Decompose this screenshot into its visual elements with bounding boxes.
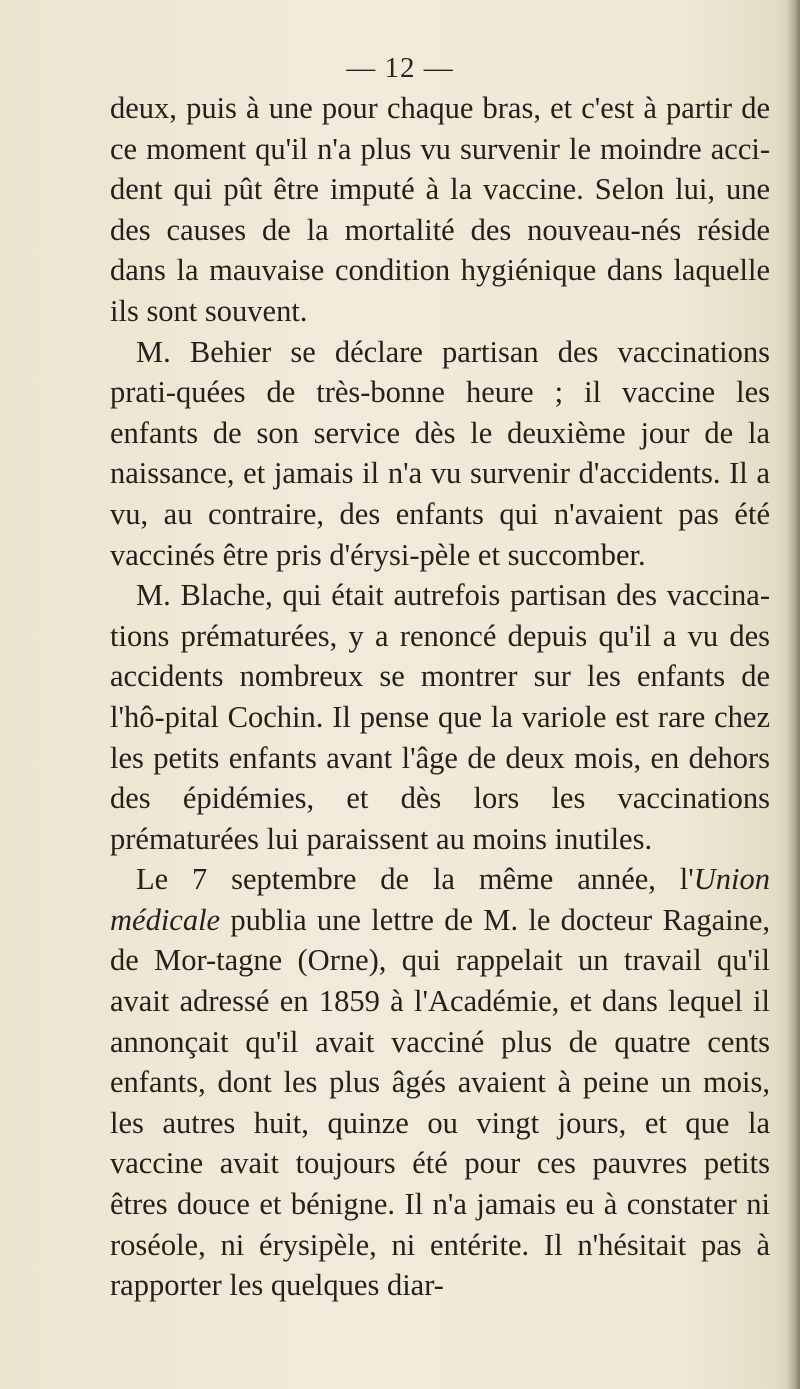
paragraph-1: deux, puis à une pour chaque bras, et c'est à partir de ce moment qu'il n'a plus vu survenir le moindre acci-dent qui pût être imputé à la vaccine. Selon lui, une des causes de la mortalité des nouveau-nés réside dans la mauvaise condition hygiénique dans laquelle ils sont souvent. bbox=[110, 91, 770, 328]
page-number: — 12 — bbox=[346, 52, 454, 84]
paragraph-4-start: Le 7 septembre de la même année, l' bbox=[136, 862, 694, 897]
paragraph-4 bbox=[110, 859, 770, 1306]
paragraph-4-rest: publia une lettre de M. le docteur Ragaine, de Mor-tagne (Orne), qui rappelait un travail qu'il avait adressé en 1859 à l'Académie, et dans lequel il annonçait qu'il avait vacciné plus de quatre cents enfants, dont les plus âgés avaient à peine un mois, les autres huit, quinze ou vingt jours, et que la vaccine avait toujours été pour ces pauvres petits êtres douce et bénigne. Il n'a jamais eu à constater ni roséole, ni érysipèle, ni entérite. Il n'hésitait pas à rapporter les quelques diar- bbox=[110, 902, 770, 1303]
page-edge-shadow bbox=[786, 0, 800, 1389]
journal-title: Union médicale bbox=[110, 862, 770, 937]
paragraph-3: M. Blache, qui était autrefois partisan des vaccina-tions prématurées, y a renoncé depuis qu'il a vu des accidents nombreux se montrer sur les enfants de l'hô-pital Cochin. Il pense que la variole est rare chez les petits enfants avant l'âge de deux mois, en dehors des épidémies, et dès lors les vaccinations prématurées lui paraissent au moins inutiles. bbox=[110, 578, 770, 856]
paragraph-2: M. Behier se déclare partisan des vaccinations prati-quées de très-bonne heure ; il vaccine les enfants de son service dès le deuxième jour de la naissance, et jamais il n'a vu survenir d'accidents. Il a vu, au contraire, des enfants qui n'avaient pas été vaccinés être pris d'érysi-pèle et succomber. bbox=[110, 334, 770, 572]
body-text bbox=[110, 88, 770, 1306]
